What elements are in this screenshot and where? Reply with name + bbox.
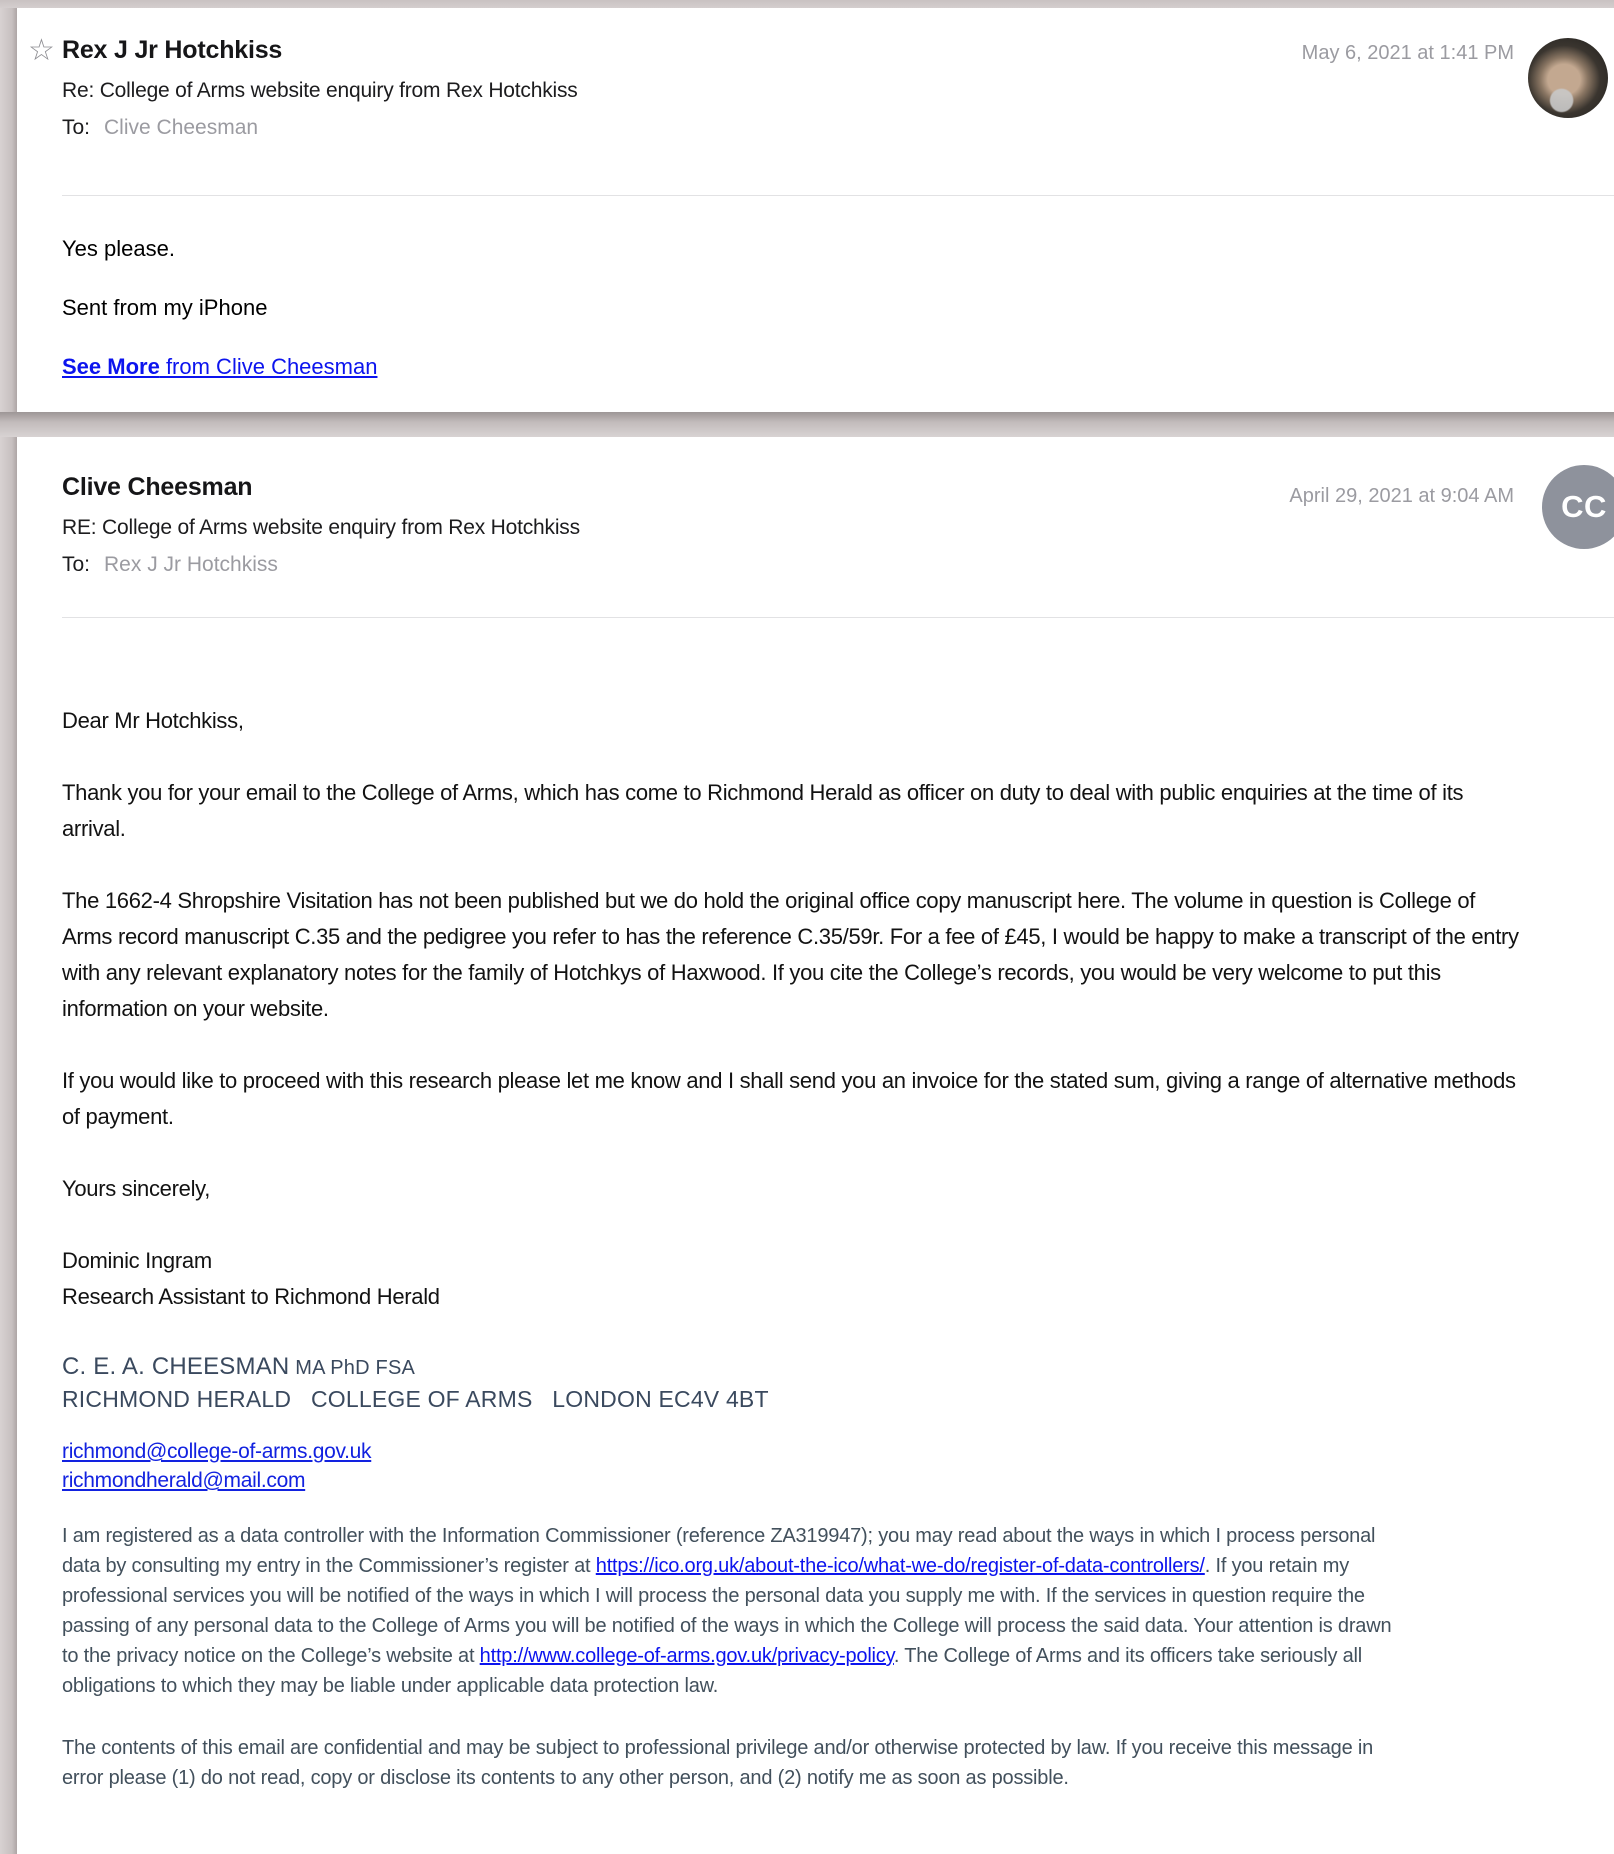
email-date: April 29, 2021 at 9:04 AM [1289, 485, 1514, 507]
email-body [62, 703, 1572, 1793]
email-subject: Re: College of Arms website enquiry from Rex Hotchkiss [62, 79, 578, 102]
email-subject: RE: College of Arms website enquiry from Rex Hotchkiss [62, 516, 580, 539]
email-card-rex [17, 8, 1614, 412]
see-more-link[interactable] [62, 354, 377, 379]
see-more-rest: from Clive Cheesman [159, 354, 378, 379]
official-name-line: C. E. A. CHEESMAN MA PhD FSA [62, 1353, 416, 1380]
official-signature-block [62, 1351, 1572, 1415]
to-line [62, 553, 278, 577]
email-link-richmondherald[interactable]: richmondherald@mail.com [62, 1469, 306, 1492]
ico-register-link[interactable]: https://ico.org.uk/about-the-ico/what-we-do/register-of-data-controllers/ [595, 1555, 1205, 1577]
to-label: To: [62, 553, 91, 576]
sender-avatar-initials[interactable]: CC [1542, 465, 1614, 549]
signature-block [62, 1243, 1572, 1315]
to-recipient[interactable]: Clive Cheesman [104, 116, 259, 139]
sender-name: Rex J Jr Hotchkiss [62, 36, 283, 64]
email-date: May 6, 2021 at 1:41 PM [1301, 42, 1514, 64]
signature-name: Dominic Ingram [62, 1248, 212, 1273]
header-divider [62, 195, 1614, 196]
body-paragraph: Thank you for your email to the College of Arms, which has come to Richmond Herald as officer on duty to deal with public enquiries at the time of its arrival. [62, 780, 1464, 841]
sender-name: Clive Cheesman [62, 473, 253, 501]
to-line [62, 116, 258, 140]
confidentiality-paragraph: The contents of this email are confidential and may be subject to professional privilege and/or otherwise protected by law. If you receive this message in error please (1) do not read, copy or disclose its contents to any other person, and (2) notify me as soon as possible. [62, 1737, 1374, 1789]
email-body [62, 236, 377, 412]
body-line: Yes please. [62, 236, 175, 261]
see-more-line [62, 354, 377, 380]
salutation: Dear Mr Hotchkiss, [62, 708, 244, 733]
card-separator [0, 412, 1614, 437]
signature-email-links [62, 1437, 1572, 1495]
official-credentials: MA PhD FSA [289, 1357, 416, 1379]
privacy-policy-link[interactable]: http://www.college-of-arms.gov.uk/privacy-policy [479, 1645, 894, 1667]
email-link-richmond[interactable]: richmond@college-of-arms.gov.uk [62, 1440, 372, 1463]
body-line: Sent from my iPhone [62, 295, 268, 320]
official-address-line: RICHMOND HERALD COLLEGE OF ARMS LONDON EC4V 4BT [62, 1386, 769, 1412]
left-gutter [0, 8, 17, 1854]
sender-avatar-photo[interactable] [1528, 38, 1608, 118]
see-more-label: See More [62, 354, 160, 379]
to-label: To: [62, 116, 91, 139]
body-paragraph: The 1662-4 Shropshire Visitation has not been published but we do hold the original office copy manuscript here. The volume in question is College of Arms record manuscript C.35 and the pedigree you refer to has the reference C.35/59r. For a fee of £45, I would be happy to make a transcript of the entry with any relevant explanatory notes for the family of Hotchkys of Haxwood. If you cite the College’s records, you would be very welcome to put this information on your website. [62, 888, 1519, 1021]
email-card-clive [17, 437, 1614, 1854]
to-recipient[interactable]: Rex J Jr Hotchkiss [104, 553, 278, 576]
signature-title: Research Assistant to Richmond Herald [62, 1284, 440, 1309]
window-top-edge [0, 0, 1614, 8]
star-flag-icon[interactable]: ☆ [28, 34, 55, 67]
closing: Yours sincerely, [62, 1176, 211, 1201]
header-divider [62, 617, 1614, 618]
legal-disclaimer [62, 1521, 1407, 1793]
data-controller-paragraph: I am registered as a data controller with the Information Commissioner (reference ZA319947); you may read about the ways in which I process personal data by consulting my entry in the Commissioner’s register at https://ico.org.uk/about-the-ico/what-we-do/register-of-data-controllers/. If you retain my professional services you will be notified of the ways in which I will process the personal data you supply me with. If the services in question require the passing of any personal data to the College of Arms you will be notified of the ways in which the College will process the said data. Your attention is drawn to the privacy notice on the College’s website at http://www.college-of-arms.gov.uk/privacy-policy. The College of Arms and its officers take seriously all obligations to which they may be liable under applicable data protection law. [62, 1525, 1392, 1697]
body-paragraph: If you would like to proceed with this research please let me know and I shall send you an invoice for the stated sum, giving a range of alternative methods of payment. [62, 1068, 1516, 1129]
